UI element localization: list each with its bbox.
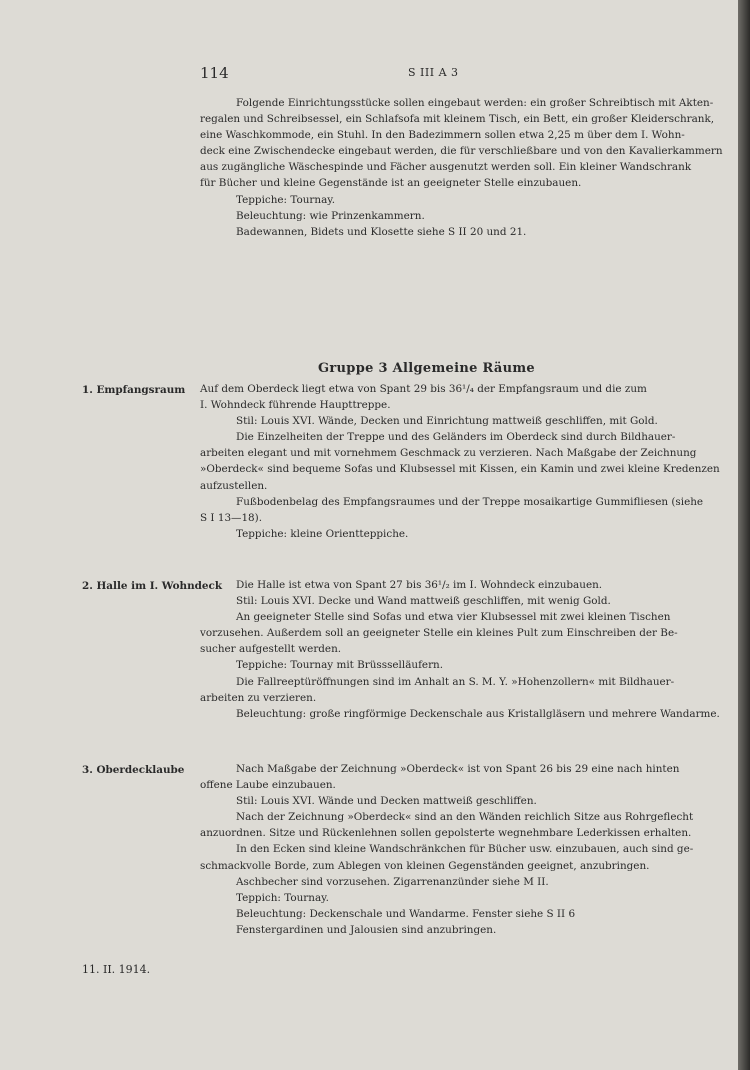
text-line: Aschbecher sind vorzusehen. Zigarrenanzünder siehe M II.: [236, 875, 549, 888]
side-label-empfangsraum: 1. Empfangsraum: [82, 384, 186, 396]
text-line: für Bücher und kleine Gegenstände ist an geeigneter Stelle einzubauen.: [200, 177, 582, 190]
text-line: offene Laube einzubauen.: [200, 779, 336, 792]
text-line: »Oberdeck« sind bequeme Sofas und Klubsessel mit Kissen, ein Kamin und zwei kleine Kredenzen: [200, 463, 720, 476]
text-line: eine Waschkommode, ein Stuhl. In den Badezimmern sollen etwa 2,25 m über dem I. Wohn-: [200, 129, 685, 142]
text-line: An geeigneter Stelle sind Sofas und etwa vier Klubsessel mit zwei kleinen Tischen: [236, 611, 671, 624]
running-head: S III A 3: [408, 66, 459, 79]
text-line: regalen und Schreibsessel, ein Schlafsofa mit kleinem Tisch, ein Bett, ein großer Kleiderschrank,: [200, 113, 715, 126]
section-halle: [200, 577, 720, 722]
text-line: Auf dem Oberdeck liegt etwa von Spant 29 bis 36¹/₄ der Empfangsraum und die zum: [200, 383, 647, 395]
teppiche-line: Teppiche: Tournay.: [236, 193, 336, 206]
side-label-halle: 2. Halle im I. Wohndeck: [82, 580, 223, 592]
text-line: Nach Maßgabe der Zeichnung »Oberdeck« ist von Spant 26 bis 29 eine nach hinten: [236, 763, 680, 775]
text-line: Stil: Louis XVI. Wände und Decken mattweiß geschliffen.: [236, 795, 537, 808]
beleuchtung-line: Beleuchtung: wie Prinzenkammern.: [236, 209, 425, 222]
bad-line: Badewannen, Bidets und Klosette siehe S II 20 und 21.: [236, 225, 527, 238]
text-line: deck eine Zwischendecke eingebaut werden, die für verschließbare und von den Kavalierkammern: [200, 145, 723, 158]
text-line: Beleuchtung: Deckenschale und Wandarme. Fenster siehe S II 6: [236, 907, 576, 920]
text-line: aus zugängliche Wäschespinde und Fächer ausgenutzt werden soll. Ein kleiner Wandschrank: [200, 161, 692, 174]
text-line: I. Wohndeck führende Haupttreppe.: [200, 399, 391, 412]
text-line: Nach der Zeichnung »Oberdeck« sind an den Wänden reichlich Sitze aus Rohrgeflecht: [236, 811, 694, 824]
section-empfangsraum: [200, 381, 720, 542]
text-line: Die Fallreeptüröffnungen sind im Anhalt an S. M. Y. »Hohenzollern« mit Bildhauer-: [236, 675, 675, 688]
text-line: S I 13—18).: [200, 511, 263, 524]
text-line: aufzustellen.: [200, 479, 268, 492]
text-line: Fußbodenbelag des Empfangsraumes und der Treppe mosaikartige Gummifliesen (siehe: [236, 495, 704, 508]
intro-paragraph: [200, 95, 723, 240]
text-line: anzuordnen. Sitze und Rückenlehnen sollen gepolsterte wegnehmbare Lederkissen erhalten.: [200, 827, 692, 840]
text-line: vorzusehen. Außerdem soll an geeigneter Stelle ein kleines Pult zum Einschreiben der Be-: [200, 627, 678, 640]
page-number: 114: [200, 64, 229, 82]
text-line: Beleuchtung: große ringförmige Deckenschale aus Kristallgläsern und mehrere Wandarme.: [236, 707, 720, 720]
text-line: arbeiten zu verzieren.: [200, 691, 317, 704]
text-line: In den Ecken sind kleine Wandschränkchen für Bücher usw. einzubauen, auch sind ge-: [236, 843, 694, 856]
text-line: Teppiche: Tournay mit Brüssselläufern.: [236, 659, 444, 672]
side-label-oberdecklaube: 3. Oberdecklaube: [82, 764, 185, 776]
text-line: sucher aufgestellt werden.: [200, 643, 342, 656]
section-oberdecklaube: [200, 761, 694, 938]
text-line: arbeiten elegant und mit vornehmem Geschmack zu verzieren. Nach Maßgabe der Zeichnung: [200, 447, 697, 460]
footer-date: 11. II. 1914.: [82, 963, 151, 976]
group-heading: Gruppe 3 Allgemeine Räume: [318, 361, 535, 376]
text-line: schmackvolle Borde, zum Ablegen von kleinen Gegenständen geeignet, anzubringen.: [200, 859, 650, 872]
text-line: Teppich: Tournay.: [236, 891, 329, 904]
text-line: Die Einzelheiten der Treppe und des Geländers im Oberdeck sind durch Bildhauer-: [236, 431, 676, 444]
text-line: Stil: Louis XVI. Decke und Wand mattweiß geschliffen, mit wenig Gold.: [236, 595, 611, 608]
text-line: Stil: Louis XVI. Wände, Decken und Einrichtung mattweiß geschliffen, mit Gold.: [236, 415, 658, 428]
text-line: Die Halle ist etwa von Spant 27 bis 36¹/₂ im I. Wohndeck einzubauen.: [236, 579, 603, 591]
text-line: Fenstergardinen und Jalousien sind anzubringen.: [236, 923, 497, 936]
page-edge-shadow: [738, 0, 750, 1070]
text-line: Teppiche: kleine Orientteppiche.: [236, 527, 409, 540]
text-line: Folgende Einrichtungsstücke sollen eingebaut werden: ein großer Schreibtisch mit Akten-: [236, 97, 714, 109]
